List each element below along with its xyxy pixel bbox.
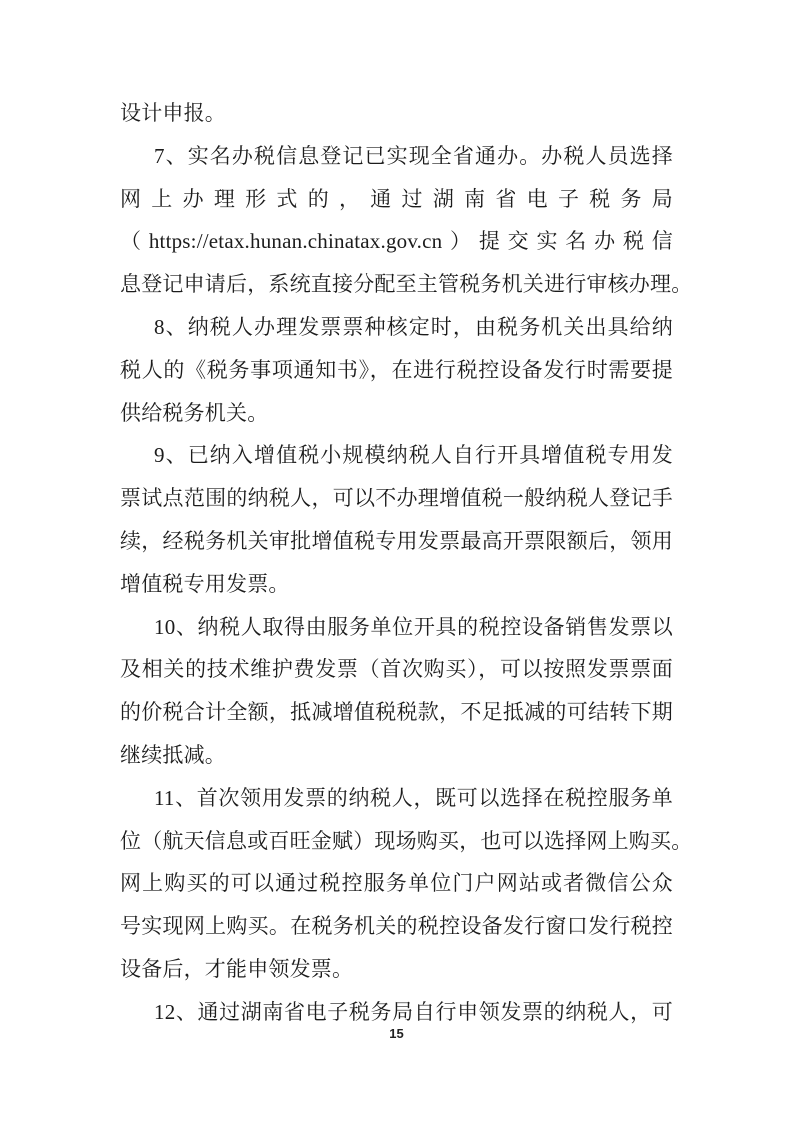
text-line: 网上办理形式的，通过湖南省电子税务局 [120, 186, 673, 211]
text-line: 供给税务机关。 [120, 400, 269, 425]
text-line: 票试点范围的纳税人，可以不办理增值税一般纳税人登记手 [120, 486, 673, 511]
text-line: 9、已纳入增值税小规模纳税人自行开具增值税专用发 [154, 443, 673, 468]
page-number: 15 [389, 1026, 404, 1041]
text-line: 设计申报。 [120, 101, 226, 125]
text-line: 网上购买的可以通过税控服务单位门户网站或者微信公众 [120, 871, 673, 896]
text-line: 及相关的技术维护费发票（首次购买），可以按照发票票面 [120, 657, 673, 682]
text-line: 7、实名办税信息登记已实现全省通办。办税人员选择 [154, 143, 673, 168]
text-line: 息登记申请后，系统直接分配至主管税务机关进行审核办理。 [120, 272, 693, 297]
text-line: 11、首次领用发票的纳税人，既可以选择在税控服务单 [154, 785, 673, 810]
text-line: 继续抵减。 [120, 742, 226, 767]
text-line: 10、纳税人取得由服务单位开具的税控设备销售发票以 [154, 614, 673, 639]
text-body [120, 92, 693, 1034]
text-line: 设备后，才能申领发票。 [120, 956, 354, 981]
text-line: 续，经税务机关审批增值税专用发票最高开票限额后，领用 [120, 528, 673, 553]
text-line: 税人的《税务事项通知书》，在进行税控设备发行时需要提 [120, 357, 673, 382]
text-line: 的价税合计全额，抵减增值税税款，不足抵减的可结转下期 [120, 700, 673, 725]
text-line: 12、通过湖南省电子税务局自行申领发票的纳税人，可 [154, 999, 673, 1024]
text-line: 位（航天信息或百旺金赋）现场购买，也可以选择网上购买。 [120, 828, 693, 853]
text-line: （https://etax.hunan.chinatax.gov.cn）提交实名办税信 [120, 229, 673, 254]
text-line: 增值税专用发票。 [120, 571, 290, 596]
text-line: 8、纳税人办理发票票种核定时，由税务机关出具给纳 [154, 314, 673, 339]
text-line: 号实现网上购买。在税务机关的税控设备发行窗口发行税控 [120, 914, 673, 939]
